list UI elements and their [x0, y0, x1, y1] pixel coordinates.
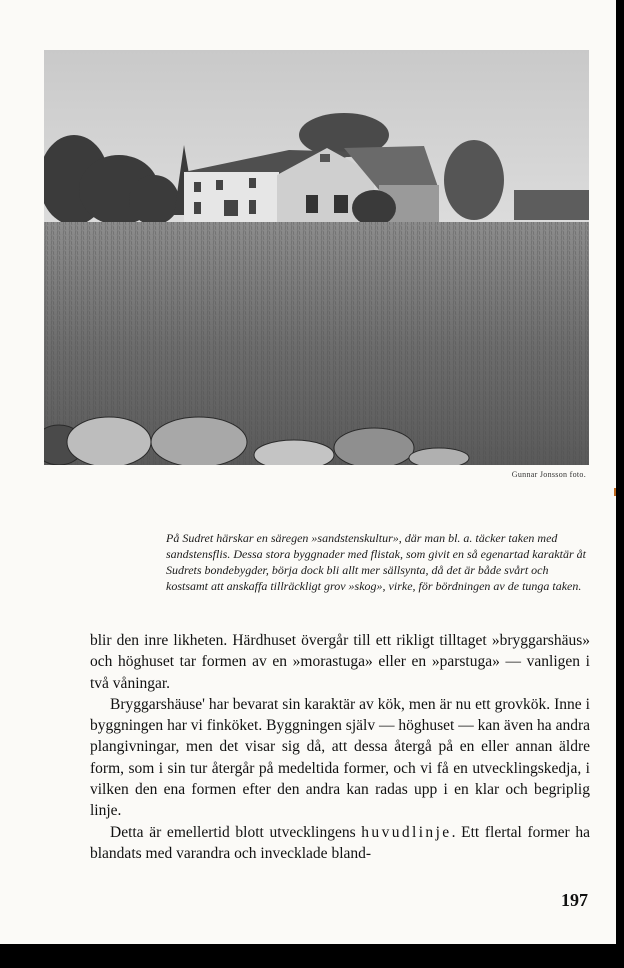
farmhouse-photo	[44, 50, 589, 465]
paragraph-3-start: Detta är emellertid blott utvecklingens	[110, 823, 362, 841]
photo-credit: Gunnar Jonsson foto.	[511, 470, 586, 479]
emphasis-huvudlinje: huvudlinje	[361, 823, 452, 841]
body-text	[90, 630, 590, 864]
edge-mark	[614, 488, 616, 496]
photo-illustration	[44, 50, 589, 465]
page-number: 197	[561, 890, 588, 910]
paragraph-3-end: . Ett flertal former ha blandats med varandra och invecklade bland-	[90, 823, 590, 862]
paragraph-1: blir den inre likheten. Härdhuset övergår till ett rikligt tilltaget »bryggarshäus» och höghuset tar formen av en »morastuga» eller en »parstuga» — vanligen i två våningar.	[90, 632, 590, 692]
paragraph-3	[90, 822, 590, 865]
paragraph-2: Bryggarshäuse' har bevarat sin karaktär av kök, men är nu ett grovkök. Inne i byggningen har vi finköket. Byggningen själv — höghuset — kan även ha andra plangivningar, men det visar sig då, att dessa återgå på en eller annan äldre form, som i sin tur återgår på medeltida former, och vi få en utvecklingskedja, i vilken den ena formen efter den andra kan radas upp i en klar och begriplig linje.	[90, 695, 590, 820]
photo-caption: På Sudret härskar en säregen »sandstenskultur», där man bl. a. täcker taken med sandstensflis. Dessa stora byggnader med flistak, som givit en så egenartad karaktär åt Sudrets bondebygder, börja dock bli allt mer sällsynta, då det är både svårt och kostsamt att anskaffa tillräckligt grov »skog», virke, för bördningen av de tunga taken.	[166, 531, 586, 593]
